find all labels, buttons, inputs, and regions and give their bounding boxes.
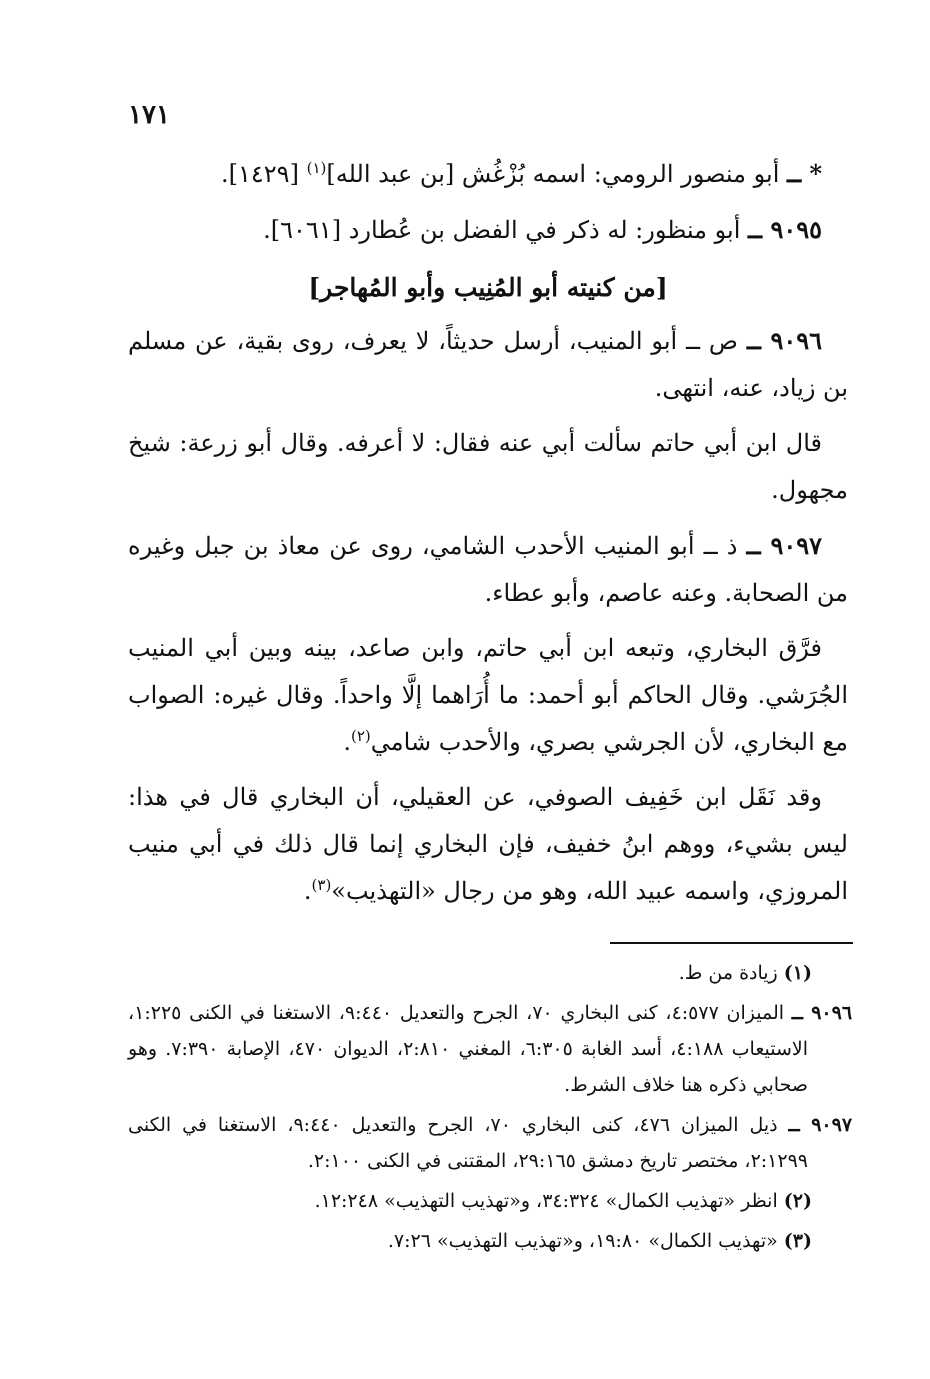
entry-number: ٩٠٩٥ ــ <box>748 215 822 244</box>
footnote-number: (٣) <box>783 1230 812 1252</box>
entry-9097 <box>128 522 848 617</box>
entry-text: ص ــ أبو المنيب، أرسل حديثاً، لا يعرف، روى بقية، عن مسلم بن زياد، عنه، انتهى. <box>128 327 848 402</box>
footnote-ref: (١) <box>306 159 327 177</box>
entry-text: أبو منصور الرومي: اسمه بُزْغُش [بن عبد الله] <box>326 160 780 188</box>
source-note-text: الميزان ٤:٥٧٧، كنى البخاري ٧٠، الجرح والتعديل ٩:٤٤٠، الاستغنا في الكنى ١:٢٢٥، الاستيعاب ٤:١٨٨، أسد الغابة ٦:٣٠٥، المغني ٢:٨١٠، الديوان ٤٧٠، الإصابة ٧:٣٩٠. وهو صحابي ذكره هنا خلاف الشرط. <box>128 1002 809 1096</box>
source-note-9096 <box>128 995 852 1103</box>
paragraph-text: وقد نَقَل ابن خَفِيف الصوفي، عن العقيلي، أن البخاري قال في هذا: ليس بشيء، ووهم ابنُ خفيف، فإن البخاري إنما قال ذلك في أبي منيب المروزي، واسمه عبيد الله، وهو من رجال «التهذيب» <box>128 783 848 905</box>
paragraph-naqala <box>128 774 848 915</box>
footnote-ref: (٢) <box>351 727 371 745</box>
footnote-1 <box>128 955 852 991</box>
source-note-text: ذيل الميزان ٤٧٦، كنى البخاري ٧٠، الجرح والتعديل ٩:٤٤٠، الاستغنا في الكنى ٢:١٢٩٩، مختصر تاريخ دمشق ٢٩:١٦٥، المقتنى في الكنى ٢:١٠٠. <box>128 1114 808 1172</box>
footnote-number: (٢) <box>783 1190 812 1212</box>
footnote-2 <box>128 1183 852 1219</box>
paragraph-ibn-abi-hatim: قال ابن أبي حاتم سألت أبي عنه فقال: لا أعرفه. وقال أبو زرعة: شيخ مجهول. <box>128 429 848 504</box>
entry-number: ٩٠٩٧ ــ <box>746 531 822 560</box>
source-note-number: ٩٠٩٧ ــ <box>788 1114 853 1136</box>
footnote-text: انظر «تهذيب الكمال» ٣٤:٣٢٤، و«تهذيب التهذيب» ١٢:٢٤٨. <box>314 1190 778 1212</box>
entry-text: أبو منظور: له ذكر في الفضل بن عُطارد [٦٠٦١]. <box>263 216 741 244</box>
footnote-3 <box>128 1223 852 1259</box>
footnote-text: زيادة من ط. <box>678 962 778 984</box>
main-text <box>128 150 848 923</box>
paragraph-text: فرَّق البخاري، وتبعه ابن أبي حاتم، وابن صاعد، بينه وبين أبي المنيب الجُرَشي. وقال الحاكم أبو أحمد: ما أُرَاهما إلَّا واحداً. وقال غيره: الصواب مع البخاري، لأن الجرشي بصري، والأحدب شامي <box>128 634 848 756</box>
footnote-ref: (٣) <box>311 876 332 894</box>
paragraph-end: . <box>343 728 351 756</box>
entry-ref: [١٤٢٩]. <box>221 160 299 188</box>
paragraph-end: . <box>303 877 312 905</box>
entry-9096 <box>128 317 848 412</box>
entry-9095 <box>128 206 848 254</box>
footnote-separator <box>610 942 853 944</box>
footnote-number: (١) <box>783 962 812 984</box>
paragraph-farraqa <box>128 625 848 766</box>
footnote-text: «تهذيب الكمال» ١٩:٨٠، و«تهذيب التهذيب» ٧:٢٦. <box>387 1230 778 1252</box>
footnotes <box>128 955 852 1263</box>
entry-lead: * ــ <box>787 159 822 188</box>
entry-text: ذ ــ أبو المنيب الأحدب الشامي، روى عن معاذ بن جبل وغيره من الصحابة. وعنه عاصم، وأبو عطاء. <box>128 532 848 607</box>
entry-number: ٩٠٩٦ ــ <box>746 326 823 355</box>
source-note-number: ٩٠٩٦ ــ <box>791 1002 853 1024</box>
page-number: ١٧١ <box>128 100 170 130</box>
source-note-9097 <box>128 1107 852 1179</box>
entry-star-abu-mansur <box>128 150 848 198</box>
section-heading: [من كنيته أبو المُنِيب وأبو المُهاجر] <box>308 273 668 302</box>
